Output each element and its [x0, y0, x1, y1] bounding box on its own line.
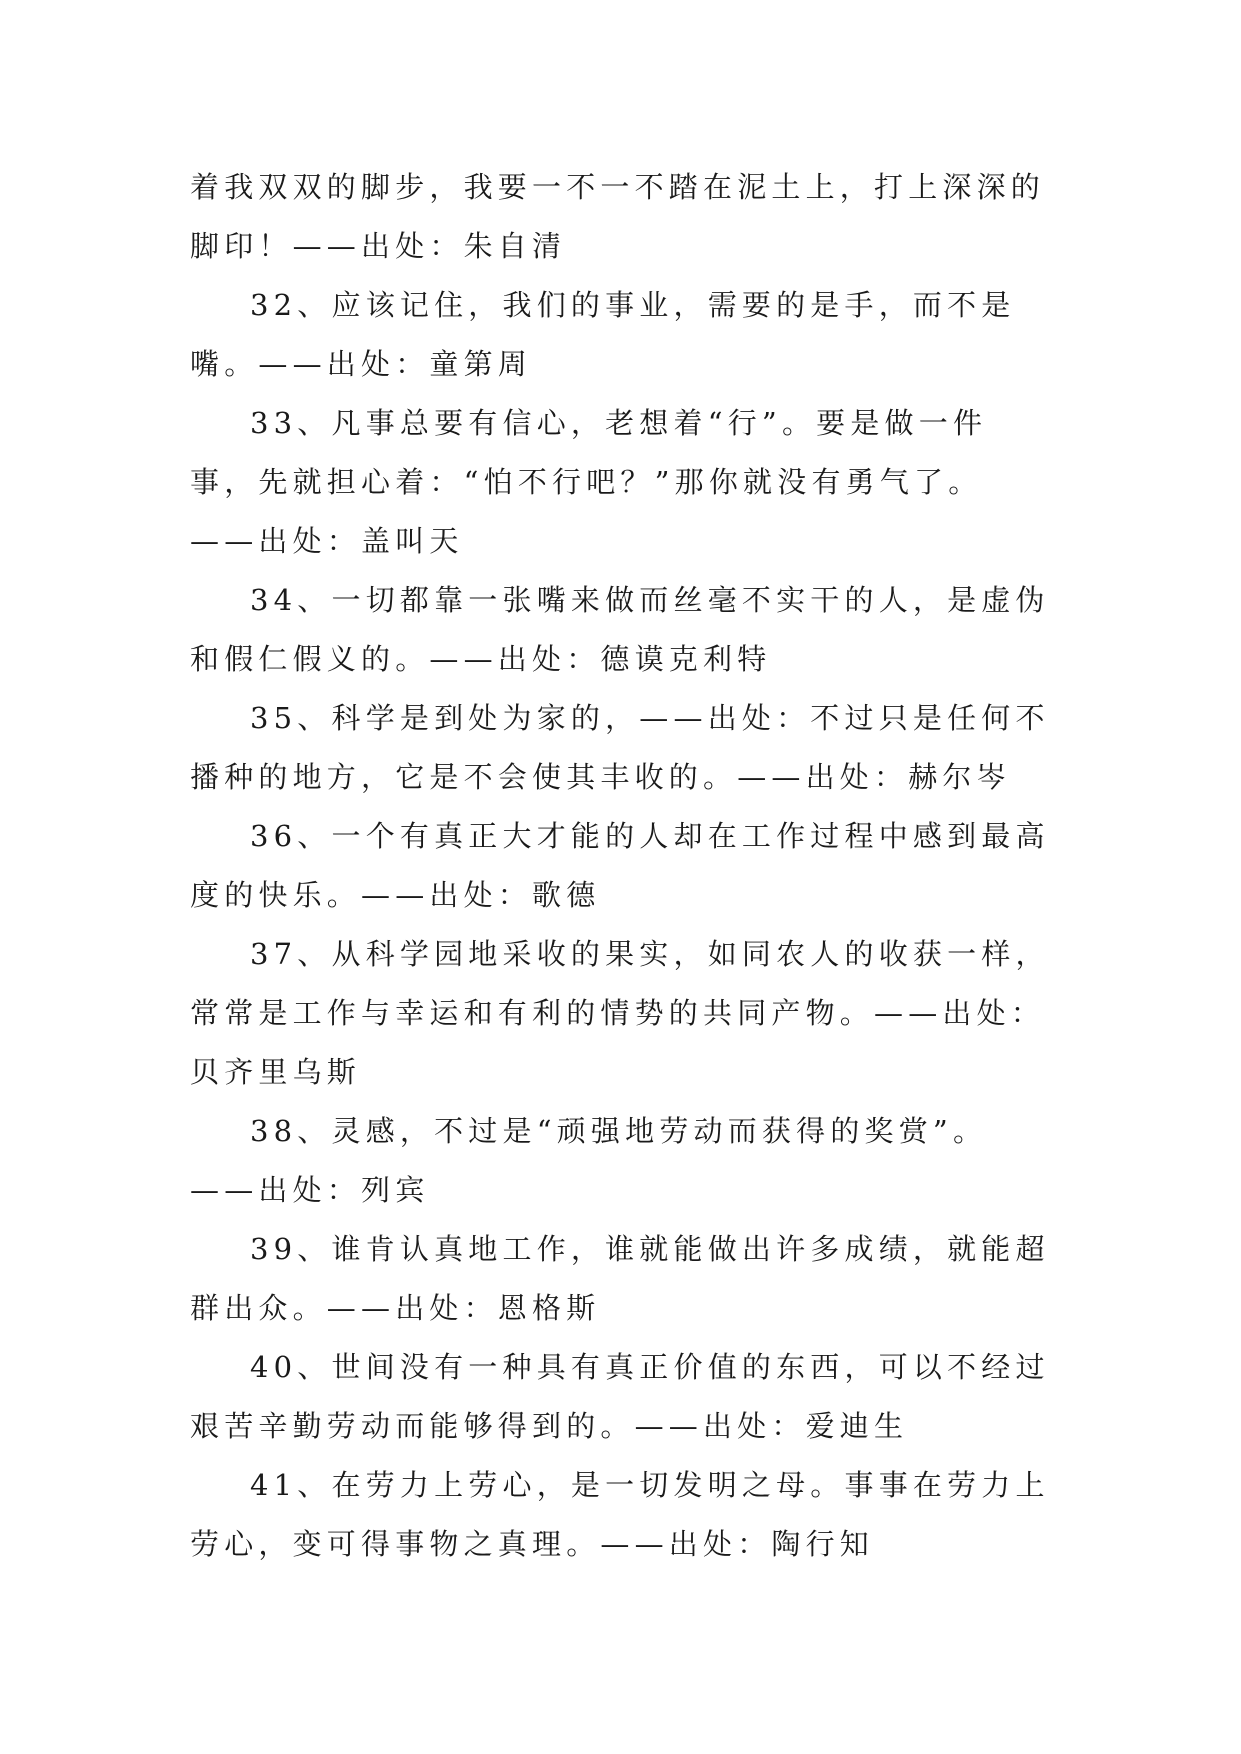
quote-paragraph-36: 36、一个有真正大才能的人却在工作过程中感到最高度的快乐。——出处：歌德: [190, 819, 1050, 912]
quote-paragraph-37: 37、从科学园地采收的果实，如同农人的收获一样，常常是工作与幸运和有利的情势的共同产物。——出处：贝齐里乌斯: [190, 937, 1050, 1089]
paragraph-continuation: 着我双双的脚步，我要一不一不踏在泥土上，打上深深的脚印！——出处：朱自清: [190, 170, 1046, 263]
quote-paragraph-32: 32、应该记住，我们的事业，需要的是手，而不是嘴。——出处：童第周: [190, 288, 1016, 381]
quote-paragraph-33: 33、凡事总要有信心，老想着“行”。要是做一件事，先就担心着：“怕不行吧？”那你就没有勇气了。——出处：盖叫天: [190, 406, 988, 558]
quote-paragraph-41: 41、在劳力上劳心，是一切发明之母。事事在劳力上劳心，变可得事物之真理。——出处：陶行知: [190, 1468, 1050, 1561]
quote-paragraph-35: 35、科学是到处为家的，——出处：不过只是任何不播种的地方，它是不会使其丰收的。——出处：赫尔岑: [190, 701, 1050, 794]
document-body: [190, 158, 1050, 1574]
quote-paragraph-40: 40、世间没有一种具有真正价值的东西，可以不经过艰苦辛勤劳动而能够得到的。——出处：爱迪生: [190, 1350, 1050, 1443]
quote-paragraph-34: 34、一切都靠一张嘴来做而丝毫不实干的人，是虚伪和假仁假义的。——出处：德谟克利特: [190, 583, 1050, 676]
quote-paragraph-39: 39、谁肯认真地工作，谁就能做出许多成绩，就能超群出众。——出处：恩格斯: [190, 1232, 1050, 1325]
quote-paragraph-38: 38、灵感，不过是“顽强地劳动而获得的奖赏”。——出处：列宾: [190, 1114, 988, 1207]
